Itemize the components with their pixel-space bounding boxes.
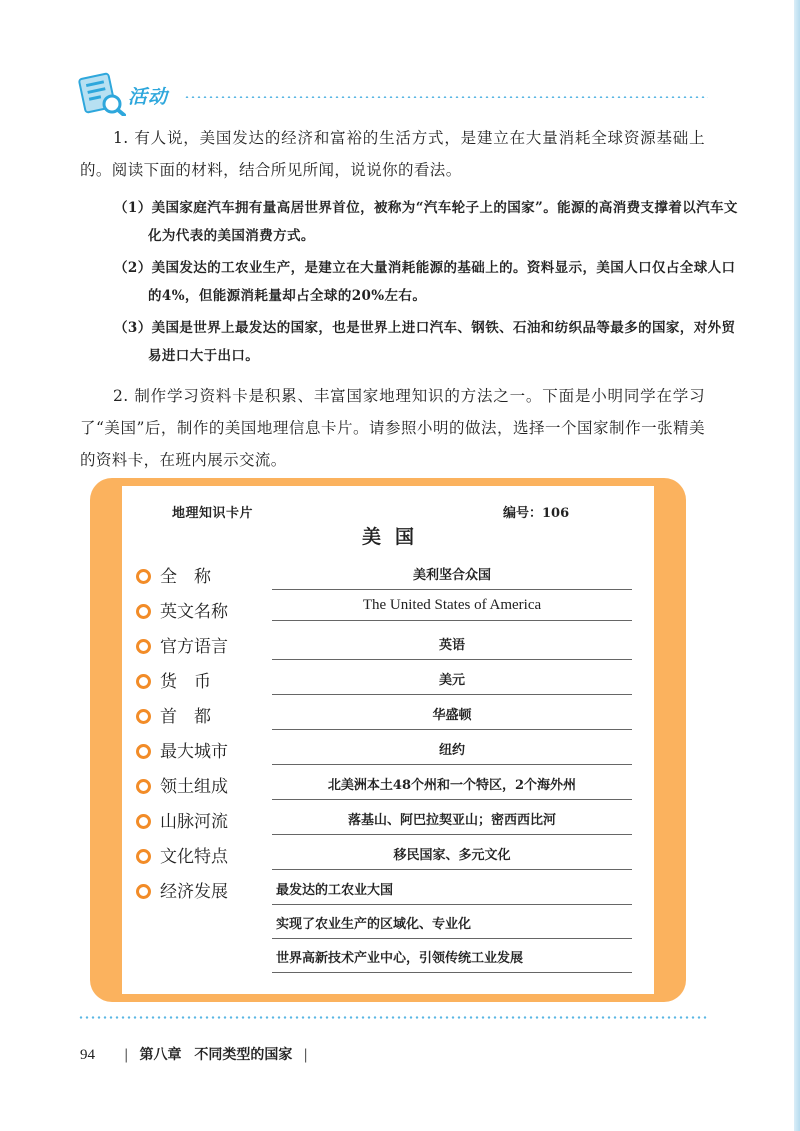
material-item-2: （2）美国发达的工农业生产，是建立在大量消耗能源的基础上的。资料显示，美国人口仅占全球人口的4%，但能源消耗量却占全球的20%左右。 [114,260,736,304]
material-item-3: （3）美国是世界上最发达的国家，也是世界上进口汽车、钢铁、石油和纺织品等最多的国家，对外贸易进口大于出口。 [114,320,736,364]
card-label: 地理知识卡片 [172,506,254,521]
row-value-line-2: 实现了农业生产的区域化、专业化 [272,913,632,939]
card-row-official-language [136,630,636,660]
row-value: 北美洲本土48个州和一个特区，2个海外州 [272,774,632,800]
card-row-full-name [136,560,636,590]
material-item-1: （1）美国家庭汽车拥有量高居世界首位，被称为“汽车轮子上的国家”。能源的高消费支撑着以汽车文化为代表的美国消费方式。 [114,200,738,244]
row-label: 全 称 [160,567,211,587]
bullet-icon [136,849,151,864]
bullet-icon [136,884,151,899]
card-row-economy [136,875,636,985]
separator: | [303,1047,308,1063]
row-label: 领土组成 [160,777,228,797]
question-2: 2. 制作学习资料卡是积累、丰富国家地理知识的方法之一。下面是小明同学在学习了“美国”后，制作的美国地理信息卡片。请参照小明的做法，选择一个国家制作一张精美的资料卡，在班内展示交流。 [80,387,705,469]
page-footer [80,1044,314,1064]
row-value: 美元 [272,669,632,695]
row-label: 首 都 [160,707,211,727]
card-title: 美国 [361,526,428,548]
activity-title: 活动 [128,86,169,108]
row-value: 美利坚合众国 [272,564,632,590]
bullet-icon [136,779,151,794]
bullet-icon [136,709,151,724]
separator: | [123,1047,129,1063]
bullet-icon [136,604,151,619]
row-label: 经济发展 [160,882,228,902]
page-edge-strip [794,0,800,1131]
card-row-currency [136,665,636,695]
row-value: 华盛顿 [272,704,632,730]
row-value-line-3: 世界高新技术产业中心，引领传统工业发展 [272,947,632,973]
activity-header [78,72,708,122]
card-row-english-name [136,595,636,625]
dotted-divider-bottom [78,1016,708,1019]
dotted-divider [184,96,708,98]
row-value-line-1: 最发达的工农业大国 [272,879,632,905]
row-value: 移民国家、多元文化 [272,844,632,870]
card-row-largest-city [136,735,636,765]
row-value: The United States of America [272,597,632,621]
activity-icon [78,72,126,116]
row-value: 纽约 [272,739,632,765]
chapter-label: 第八章 [139,1047,182,1063]
page-number: 94 [80,1047,95,1063]
geography-info-card [90,478,686,1002]
row-label: 山脉河流 [160,812,228,832]
bullet-icon [136,639,151,654]
card-body [122,486,654,994]
bullet-icon [136,674,151,689]
card-row-capital [136,700,636,730]
row-label: 文化特点 [160,847,228,867]
row-value: 落基山、阿巴拉契亚山；密西西比河 [272,809,632,835]
bullet-icon [136,814,151,829]
card-row-culture [136,840,636,870]
row-value: 英语 [272,634,632,660]
card-number: 编号：106 [503,506,570,521]
row-label: 最大城市 [160,742,228,762]
card-row-territory [136,770,636,800]
card-row-mountains-rivers [136,805,636,835]
bullet-icon [136,569,151,584]
bullet-icon [136,744,151,759]
chapter-title: 不同类型的国家 [194,1047,293,1063]
question-1: 1. 有人说，美国发达的经济和富裕的生活方式，是建立在大量消耗全球资源基础上的。阅读下面的材料，结合所见所闻，说说你的看法。 [80,129,705,179]
row-label: 官方语言 [160,637,228,657]
row-label: 货 币 [160,672,211,692]
row-label: 英文名称 [160,602,228,622]
